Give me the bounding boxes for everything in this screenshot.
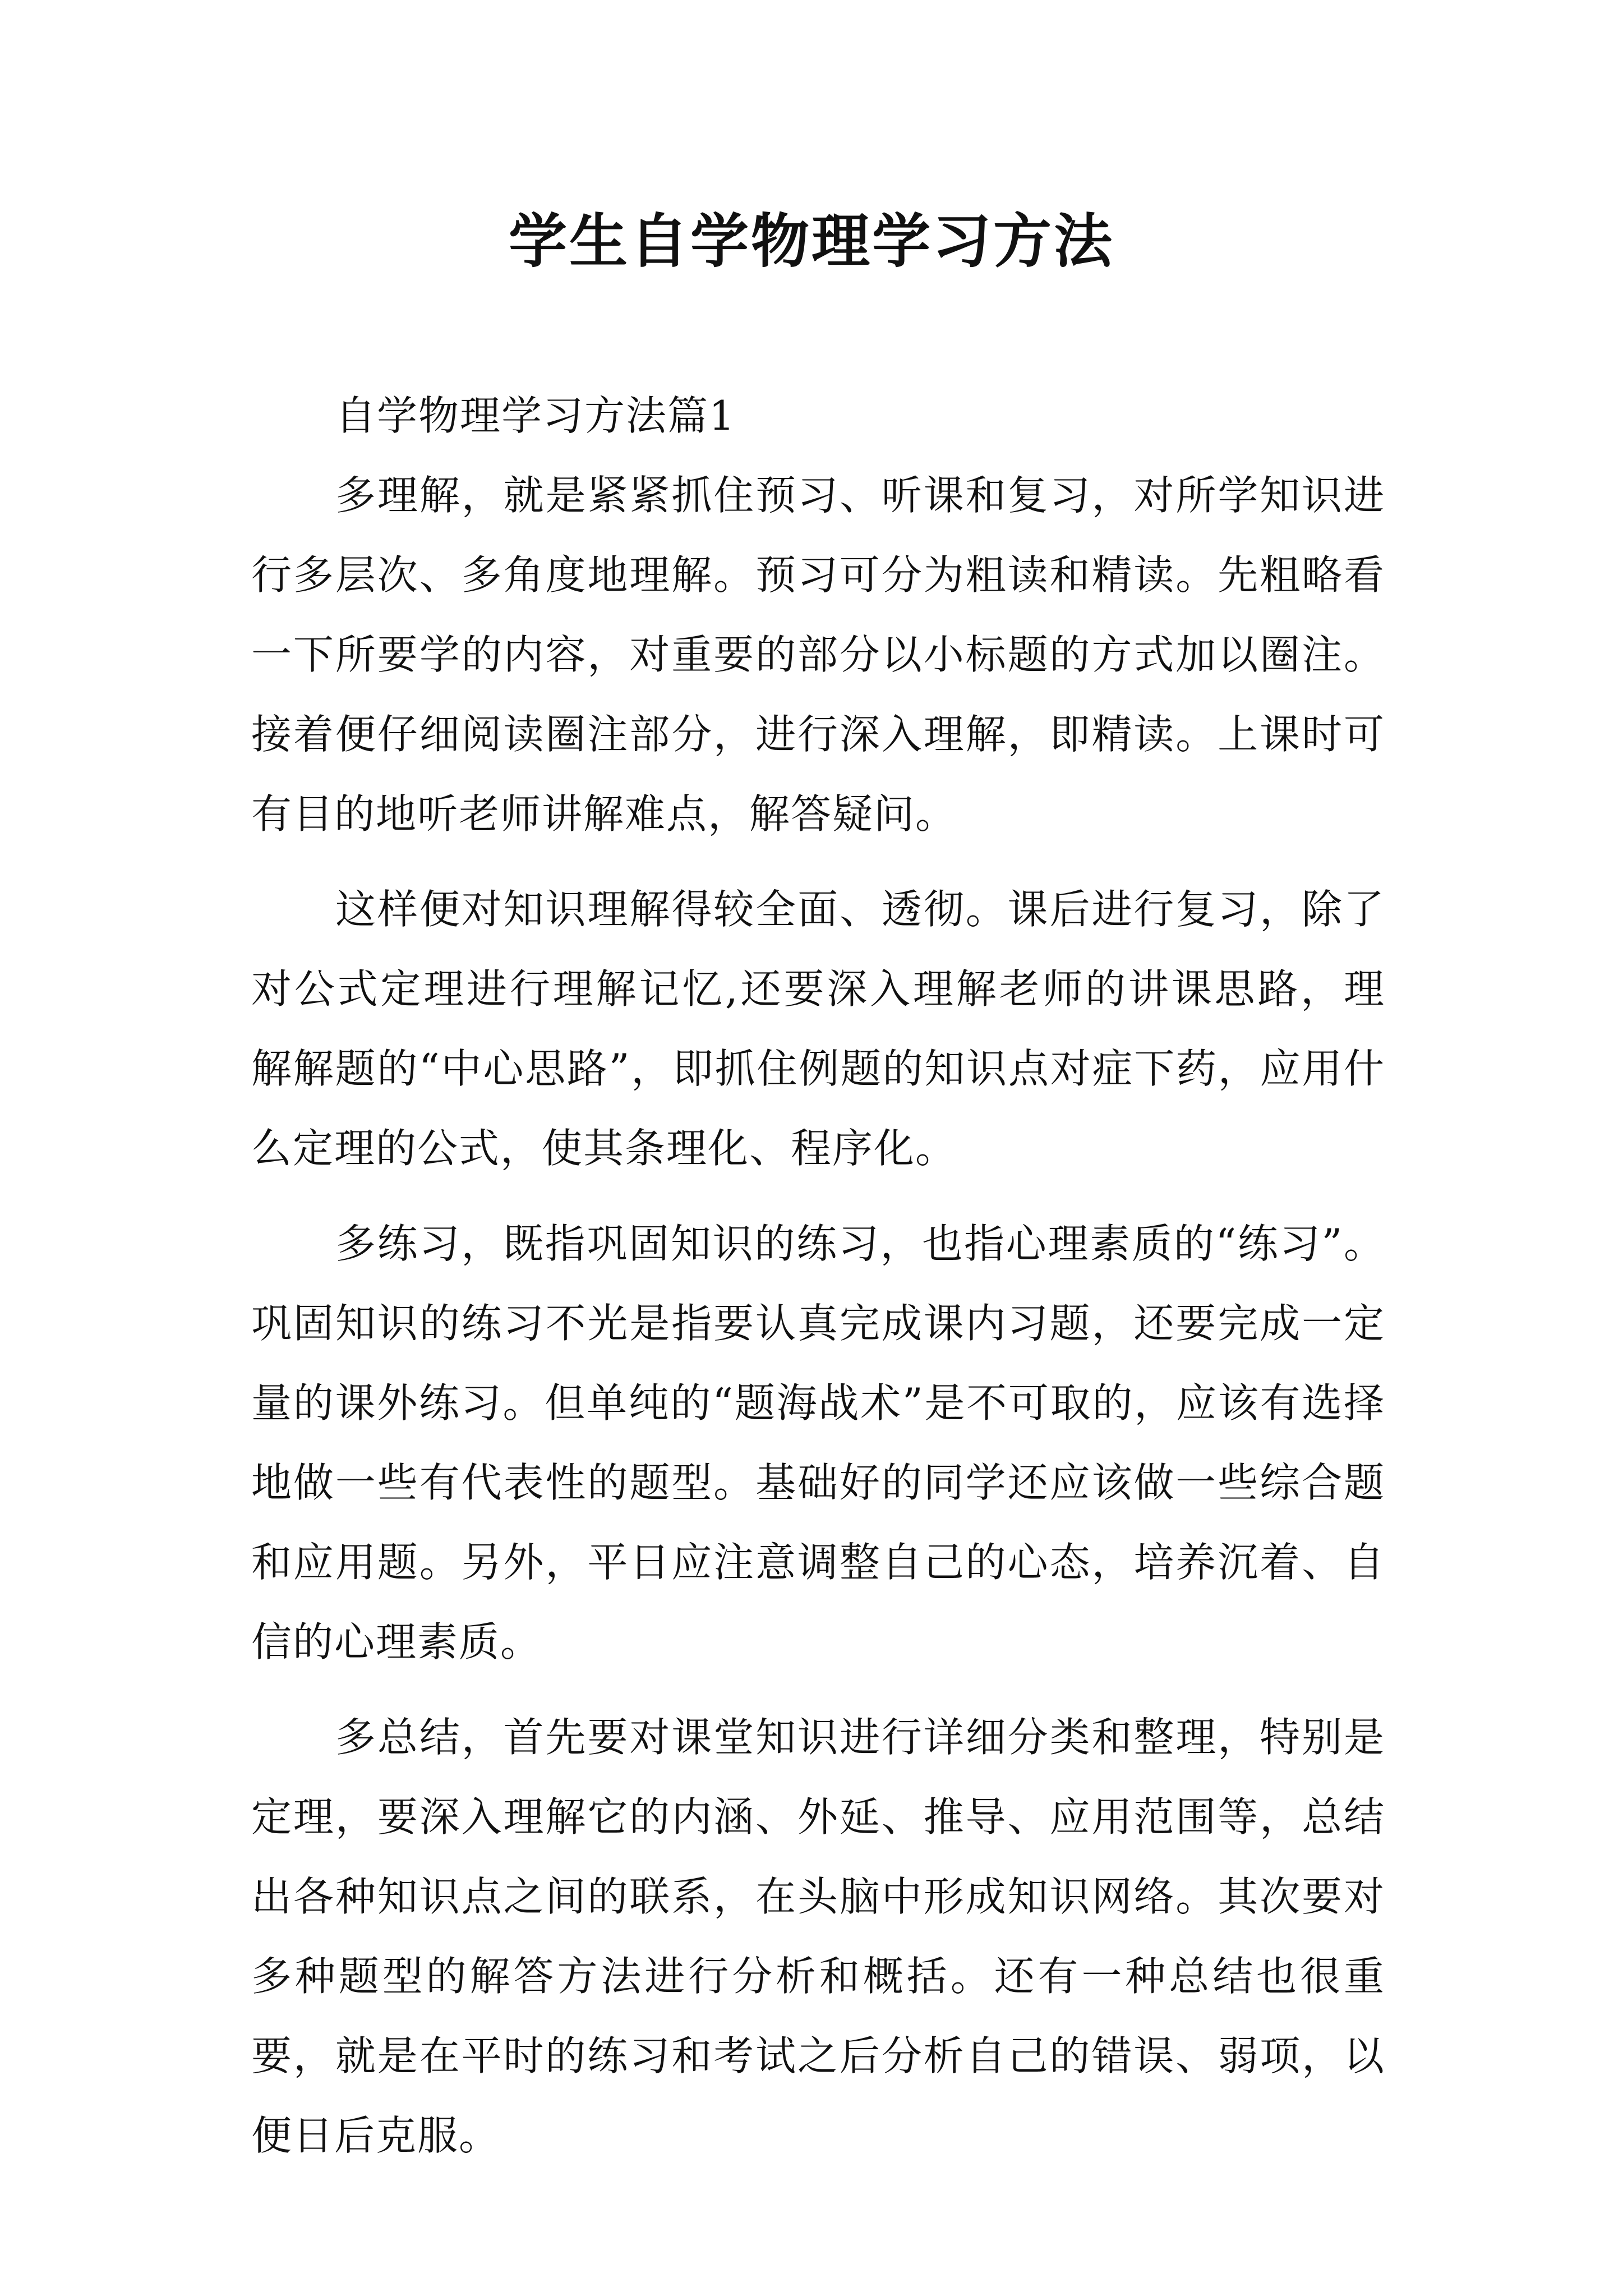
paragraph-understanding: 多理解，就是紧紧抓住预习、听课和复习，对所学知识进行多层次、多角度地理解。预习可分为粗读和精读。先粗略看一下所要学的内容，对重要的部分以小标题的方式加以圈注。接着便仔细阅读圈注部分，进行深入理解，即精读。上课时可有目的地听老师讲解难点，解答疑问。 (251, 472, 1385, 838)
document-body (251, 376, 1385, 2175)
section-heading: 自学物理学习方法篇1 (335, 392, 736, 439)
paragraph-review: 这样便对知识理解得较全面、透彻。课后进行复习，除了对公式定理进行理解记忆,还要深入理解老师的讲课思路，理解解题的“中心思路”，即抓住例题的知识点对症下药，应用什么定理的公式，使其条理化、程序化。 (251, 886, 1385, 1172)
document-title: 学生自学物理学习方法 (508, 207, 1114, 275)
paragraph-practice: 多练习，既指巩固知识的练习，也指心理素质的“练习”。巩固知识的练习不光是指要认真完成课内习题，还要完成一定量的课外练习。但单纯的“题海战术”是不可取的，应该有选择地做一些有代表性的题型。基础好的同学还应该做一些综合题和应用题。另外，平日应注意调整自己的心态，培养沉着、自信的心理素质。 (251, 1220, 1385, 1665)
paragraph-summary: 多总结，首先要对课堂知识进行详细分类和整理，特别是定理，要深入理解它的内涵、外延、推导、应用范围等，总结出各种知识点之间的联系，在头脑中形成知识网络。其次要对多种题型的解答方法进行分析和概括。还有一种总结也很重要，就是在平时的练习和考试之后分析自己的错误、弱项，以便日后克服。 (251, 1714, 1385, 2159)
